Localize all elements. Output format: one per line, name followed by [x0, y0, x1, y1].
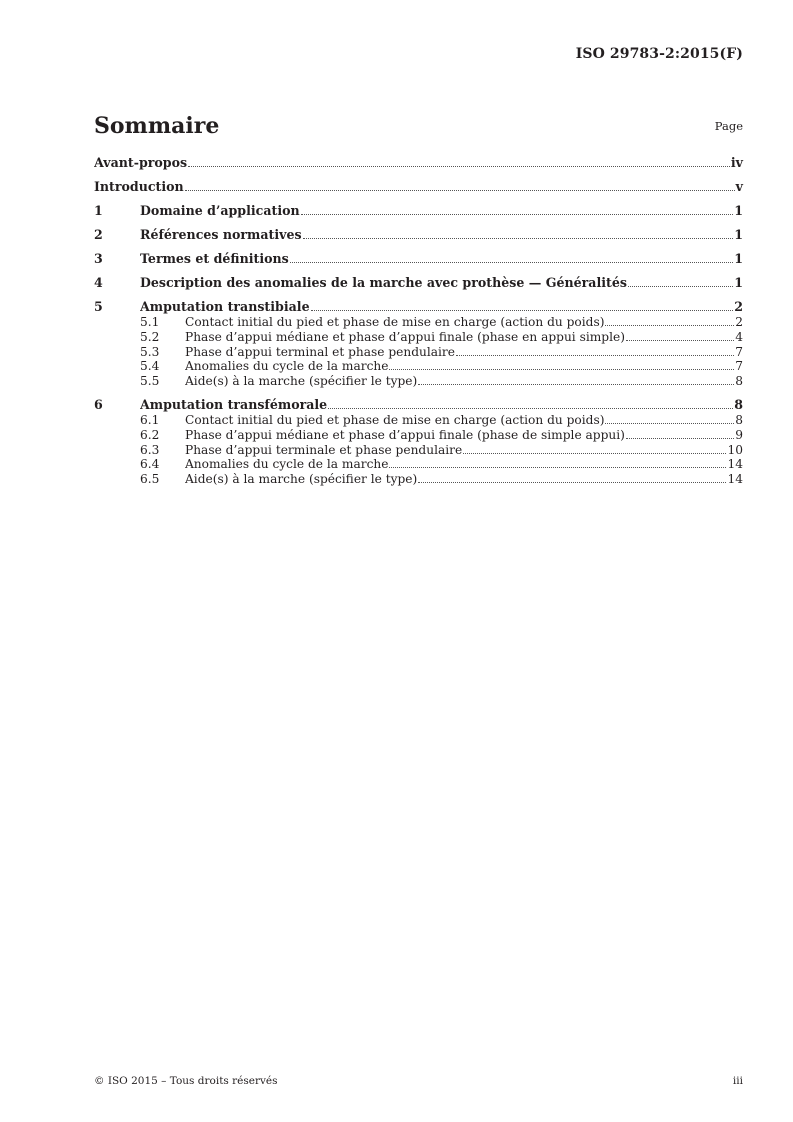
- toc-entry-page: 2: [735, 315, 743, 329]
- toc-entry-number: 5.2: [140, 329, 160, 344]
- toc-dot-leader: [303, 238, 734, 239]
- toc-dot-leader: [290, 262, 733, 263]
- toc-entry-label: Aide(s) à la marche (spécifier le type): [185, 374, 418, 389]
- toc-entry-number: 2: [94, 227, 103, 242]
- toc-entry[interactable]: [94, 275, 743, 291]
- toc-entry-number: 6.1: [140, 412, 160, 427]
- page-title: Sommaire: [94, 113, 220, 139]
- toc-dot-leader: [605, 423, 734, 424]
- toc-dot-leader: [418, 384, 734, 385]
- toc-entry-number: 5.1: [140, 315, 160, 329]
- toc-subentry[interactable]: [94, 443, 743, 458]
- toc-entry-number: 6.5: [140, 472, 160, 487]
- toc-entry-page: v: [735, 179, 743, 194]
- toc-entry-number: 6: [94, 396, 103, 412]
- toc-entry-number: 6.3: [140, 442, 160, 457]
- toc-dot-leader: [456, 355, 734, 356]
- toc-entry[interactable]: [94, 155, 743, 171]
- toc-entry-label: Anomalies du cycle de la marche: [185, 457, 389, 472]
- toc-subentry[interactable]: [94, 413, 743, 428]
- toc-entry-label: Phase d’appui terminale et phase pendulaire: [185, 442, 463, 457]
- toc-dot-leader: [389, 467, 726, 468]
- toc-entry-number: 4: [94, 275, 103, 290]
- toc-entry-page: iv: [730, 155, 743, 170]
- toc-entry-page: 14: [727, 472, 743, 487]
- toc-entry-label: Références normatives: [140, 227, 302, 242]
- toc-subentry[interactable]: [94, 457, 743, 472]
- toc-dot-leader: [188, 166, 730, 167]
- toc-entry[interactable]: [94, 203, 743, 219]
- toc-subentry[interactable]: [94, 330, 743, 345]
- toc-entry-number: 1: [94, 203, 103, 218]
- toc-entry-page: 2: [734, 299, 743, 314]
- toc-entry[interactable]: [94, 397, 743, 413]
- toc-subentry[interactable]: [94, 315, 743, 330]
- toc-entry-label: Termes et définitions: [140, 251, 289, 266]
- toc-dot-leader: [463, 453, 726, 454]
- toc-entry-number: 6.2: [140, 427, 160, 442]
- toc-dot-leader: [185, 190, 735, 191]
- toc-entry-page: 1: [734, 275, 743, 290]
- toc-entry-page: 1: [734, 227, 743, 242]
- toc-entry[interactable]: [94, 179, 743, 195]
- toc-dot-leader: [389, 369, 734, 370]
- toc-entry-label: Phase d’appui médiane et phase d’appui finale (phase de simple appui): [185, 427, 625, 442]
- toc-entry-label: Domaine d’application: [140, 203, 300, 218]
- toc-entry-page: 14: [727, 457, 743, 472]
- toc-entry-label: Phase d’appui médiane et phase d’appui finale (phase en appui simple): [185, 329, 625, 344]
- toc-entry-page: 9: [735, 427, 743, 442]
- toc-dot-leader: [626, 438, 734, 439]
- toc-entry-label: Phase d’appui terminal et phase pendulaire: [185, 344, 455, 359]
- toc-subentry[interactable]: [94, 472, 743, 487]
- toc-entry-number: 5: [94, 299, 103, 314]
- toc-entry-label: Aide(s) à la marche (spécifier le type): [185, 472, 418, 487]
- toc-entry-number: 5.3: [140, 344, 160, 359]
- toc-entry-label: Amputation transtibiale: [140, 299, 310, 314]
- toc-entry[interactable]: [94, 251, 743, 267]
- toc-entry-label: Description des anomalies de la marche avec prothèse — Généralités: [140, 275, 627, 290]
- page-column-label: Page: [714, 119, 743, 133]
- toc-entry-label: Anomalies du cycle de la marche: [185, 359, 389, 374]
- toc-entry-label: Introduction: [94, 179, 184, 194]
- toc-dot-leader: [301, 214, 734, 215]
- toc-dot-leader: [311, 310, 734, 311]
- toc-entry-page: 8: [735, 374, 743, 389]
- toc-dot-leader: [628, 286, 733, 287]
- toc-subentry[interactable]: [94, 345, 743, 360]
- toc-entry-page: 10: [727, 442, 743, 457]
- footer-copyright: © ISO 2015 – Tous droits réservés: [94, 1075, 278, 1087]
- document-id: ISO 29783-2:2015(F): [575, 46, 743, 62]
- toc-entry-page: 4: [735, 329, 743, 344]
- toc-entry-label: Amputation transfémorale: [140, 396, 328, 412]
- toc-entry-number: 5.5: [140, 374, 160, 389]
- toc-entry-label: Avant-propos: [94, 155, 188, 170]
- toc-subentry[interactable]: [94, 359, 743, 374]
- toc-entry-page: 7: [735, 344, 743, 359]
- toc-entry-page: 7: [735, 359, 743, 374]
- toc-dot-leader: [418, 482, 726, 483]
- toc-entry-page: 1: [734, 251, 743, 266]
- toc-entry-page: 1: [734, 203, 743, 218]
- toc-entry[interactable]: [94, 299, 743, 315]
- toc-entry[interactable]: [94, 227, 743, 243]
- toc-subentry[interactable]: [94, 374, 743, 389]
- toc-entry-number: 5.4: [140, 359, 160, 374]
- toc-subentry[interactable]: [94, 428, 743, 443]
- toc-entry-number: 3: [94, 251, 103, 266]
- toc-entry-page: 8: [734, 396, 743, 412]
- table-of-contents: [94, 155, 743, 487]
- toc-dot-leader: [605, 325, 734, 326]
- toc-dot-leader: [328, 408, 733, 409]
- toc-dot-leader: [626, 340, 734, 341]
- footer-page-number: iii: [732, 1075, 743, 1087]
- toc-entry-number: 6.4: [140, 457, 160, 472]
- toc-entry-label: Contact initial du pied et phase de mise en charge (action du poids): [185, 315, 605, 329]
- toc-entry-label: Contact initial du pied et phase de mise en charge (action du poids): [185, 412, 605, 427]
- toc-entry-page: 8: [735, 412, 743, 427]
